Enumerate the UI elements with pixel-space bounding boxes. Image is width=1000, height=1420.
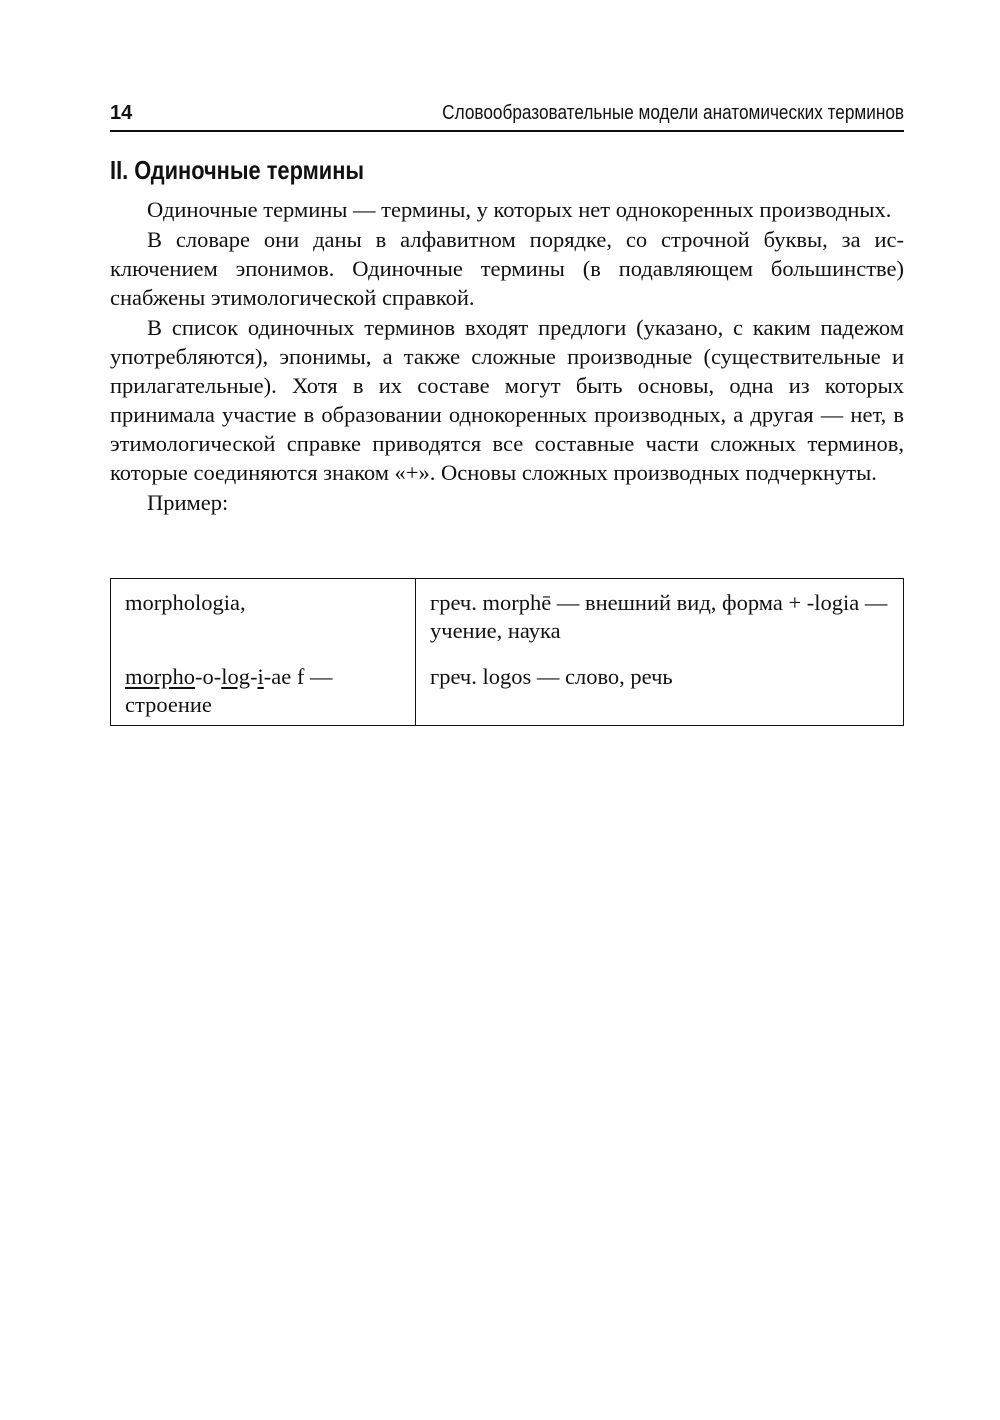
term-breakdown-cell (111, 653, 416, 726)
page-number: 14 (110, 102, 133, 124)
term-cell: morphologia, (111, 579, 416, 654)
stem-log: log (221, 664, 251, 689)
paragraph-dictionary-order: В словаре они даны в алфавитном порядке, со строчной буквы, за исключением эпонимов. Одиночные термины (в подавляющем большинстве) снабжены этимологической справкой. (110, 227, 904, 310)
paragraph-definition: Одиночные термины — термины, у которых нет однокоренных производных. (147, 197, 892, 222)
example-table (110, 578, 904, 726)
etymology-cell: греч. morphē — внешний вид, форма + -logia — учение, наука (416, 579, 904, 654)
section-heading: II. Одиночные термины (110, 155, 365, 185)
connector-o: -o- (195, 664, 222, 689)
running-header (110, 100, 904, 132)
stem-morpho: morpho (125, 664, 195, 689)
separator: - (250, 664, 258, 689)
paragraph-term-list: В список одиночных терминов входят предлоги (указано, с каким падежом употребляются), эпонимы, а также сложные производные (существительные и прилагательные). Хотя в их составе могут быть основы, одна из которых принимала участие в образовании однокоренных производных, а другая — нет, в этимологической справке приводятся все составные части сложных терминов, которые соединяются знаком «+». Основы сложных производных подчеркнуты. (110, 315, 904, 485)
paragraph-example-label: Пример: (147, 490, 229, 515)
body-text (110, 195, 904, 517)
ending-gloss: -ae f — строение (125, 664, 333, 717)
suffix-i: i (257, 664, 264, 689)
etymology-cell: греч. logos — слово, речь (416, 653, 904, 726)
table-row (111, 579, 904, 654)
running-title: Словообразовательные модели анатомических терминов (442, 102, 904, 124)
table-row (111, 653, 904, 726)
